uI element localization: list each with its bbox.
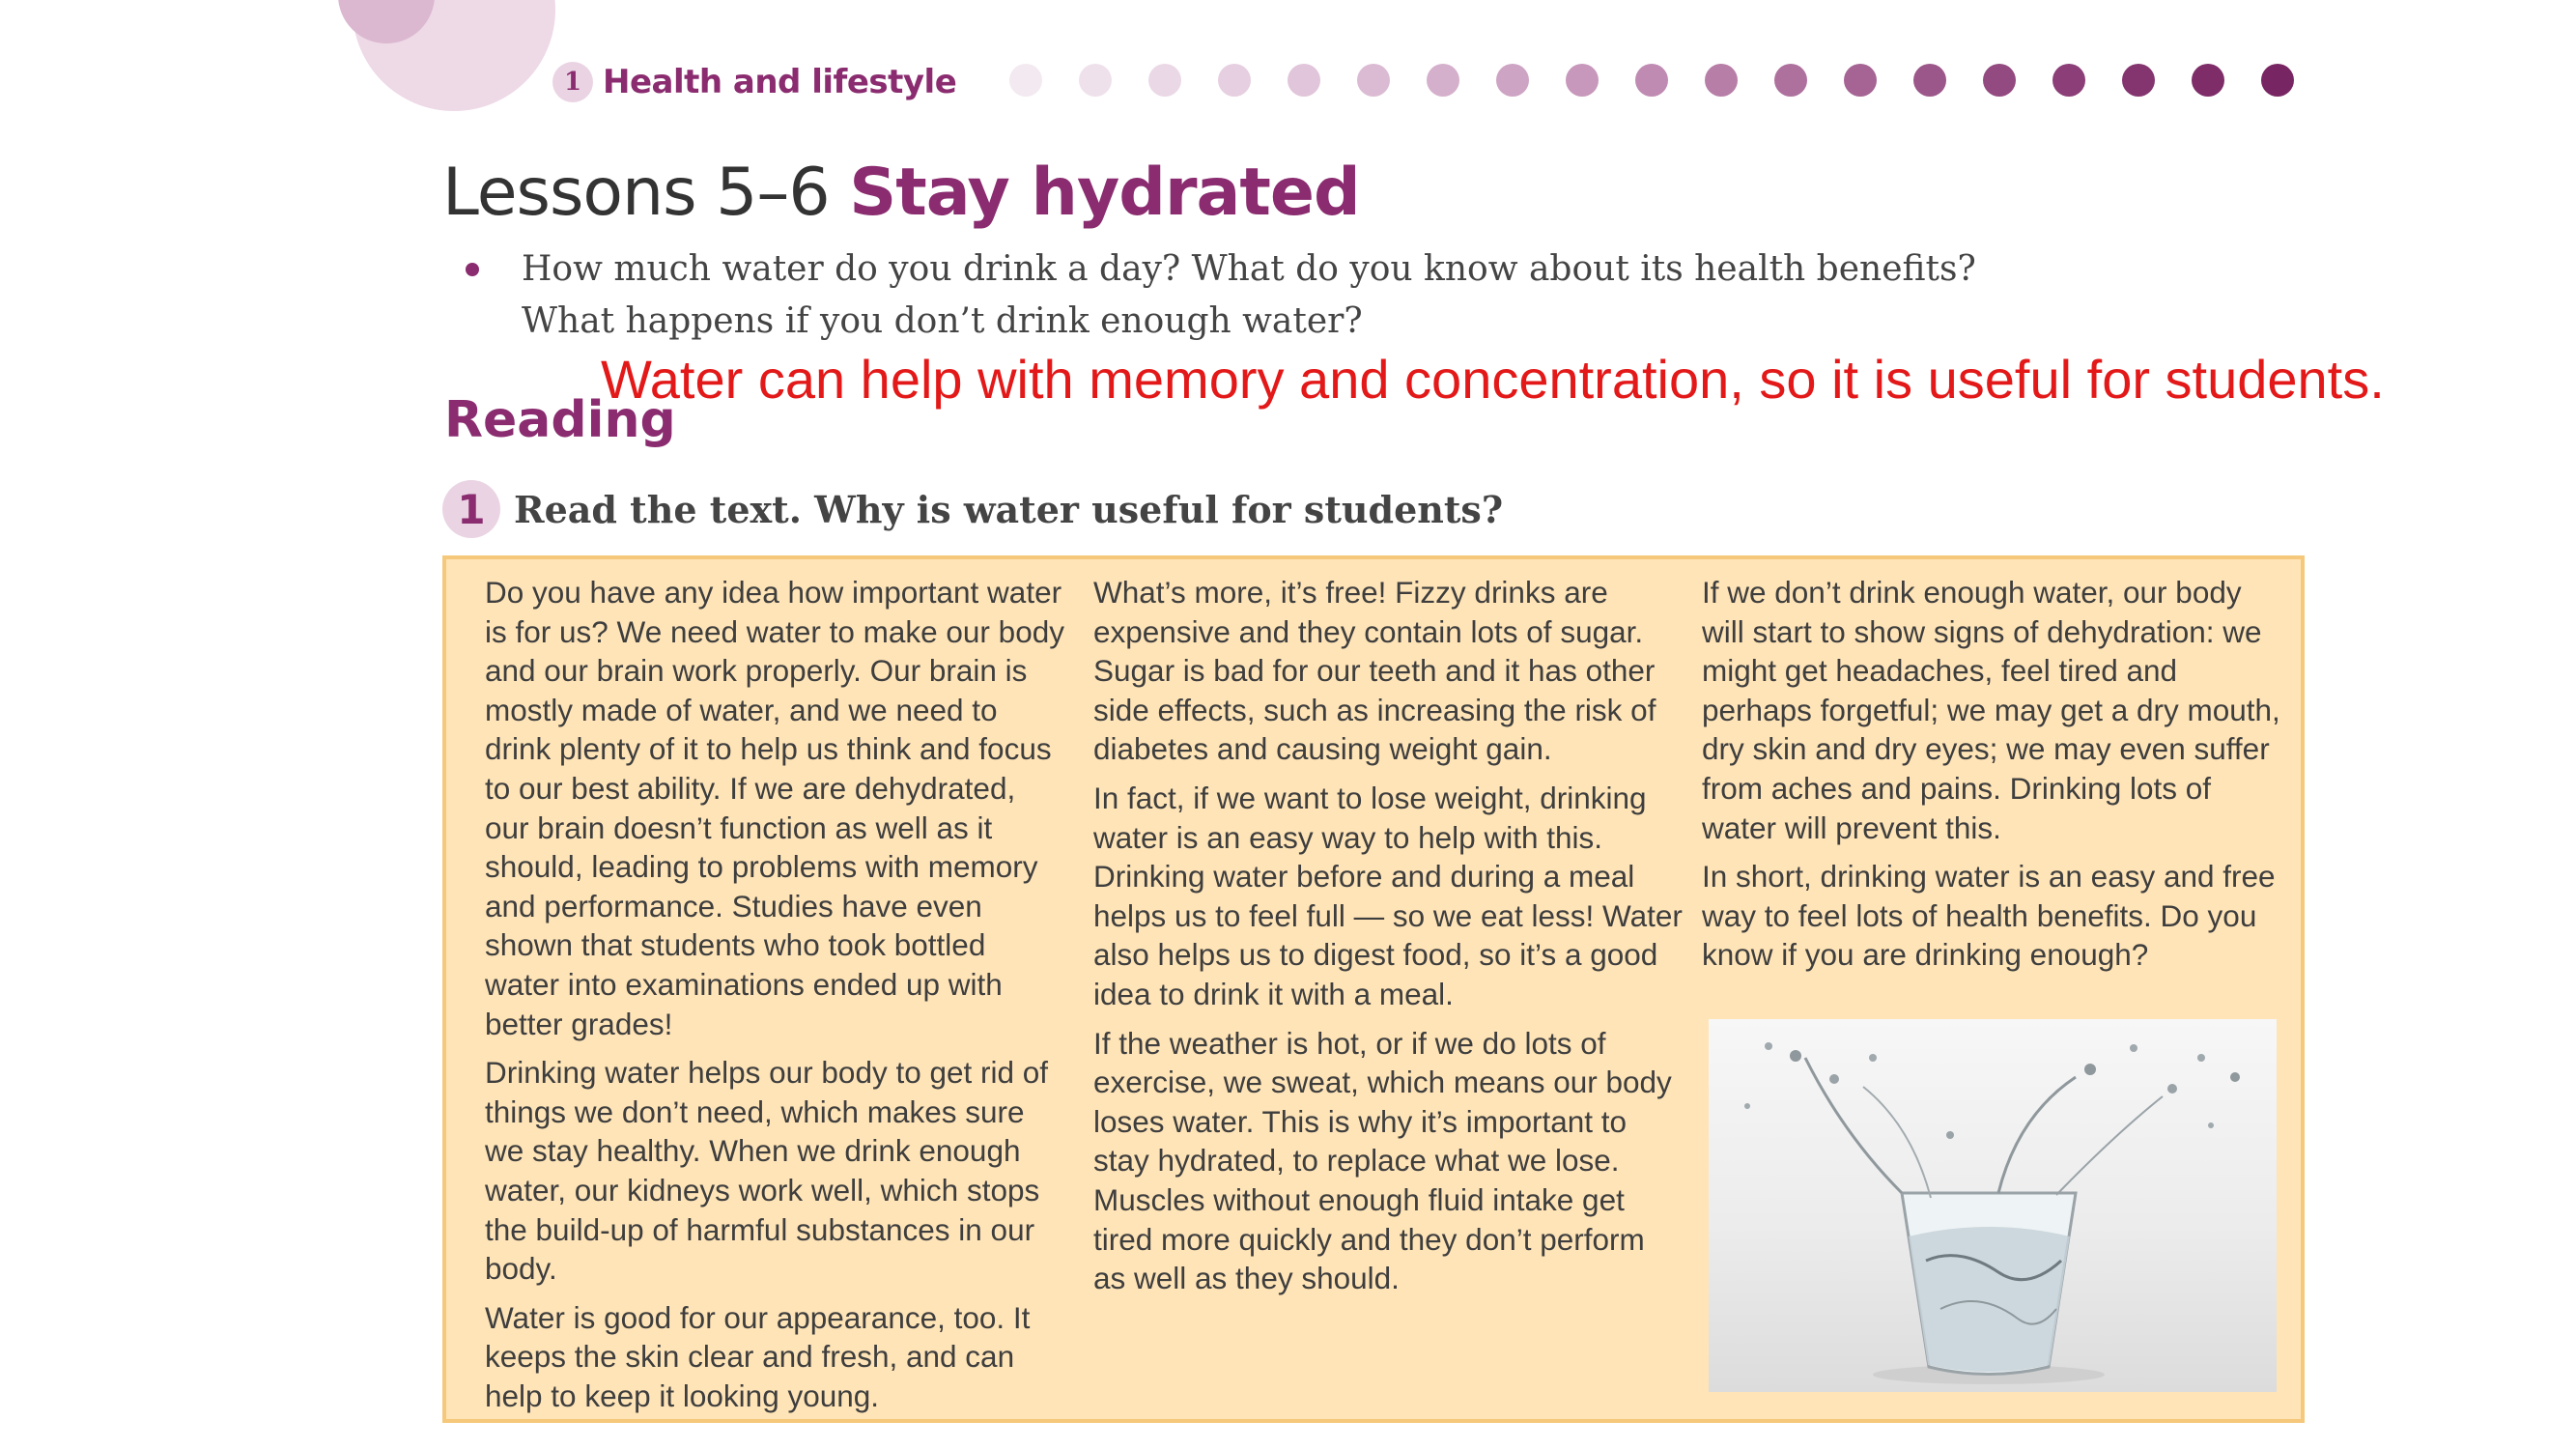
unit-title: Health and lifestyle (603, 63, 957, 101)
task-instruction: Read the text. Why is water useful for students? (514, 487, 1504, 531)
decorative-dot (1983, 64, 2016, 97)
decorative-dot (1635, 64, 1668, 97)
decorative-dot-row (1009, 64, 2294, 97)
article-column-2 (1093, 573, 1683, 1308)
warmup-questions (466, 243, 2204, 348)
article-paragraph: In fact, if we want to lose weight, drinking water is an easy way to help with this. Drinking water before and during a meal helps us to feel full — so we eat less! Water also helps us to digest food, so it’s a good idea to drink it with a meal. (1093, 780, 1683, 1011)
decorative-dot (1218, 64, 1251, 97)
decorative-dot (1357, 64, 1390, 97)
decorative-dot (2122, 64, 2155, 97)
lesson-title (442, 155, 1360, 232)
article-paragraph: Do you have any idea how important water is for us? We need water to make our body and our brain work properly. Our brain is mostly made of water, and we need to drink plenty of it to help us think and focus to our best ability. If we are dehydrated, our brain doesn’t function as well as it should, leading to problems with memory and performance. Studies have even shown that students who took bottled water into examinations ended up with better grades! (485, 575, 1064, 1041)
unit-number-badge: 1 (552, 62, 593, 102)
task-1 (442, 478, 1503, 540)
answer-annotation: Water can help with memory and concentration, so it is useful for students. (601, 349, 2385, 410)
decorative-dot (1774, 64, 1807, 97)
decorative-dot (1009, 64, 1042, 97)
lesson-prefix: Lessons 5–6 (442, 155, 850, 231)
decorative-dot (2261, 64, 2294, 97)
decorative-dot (2192, 64, 2224, 97)
reading-text-box (442, 555, 2305, 1423)
decorative-dot (1427, 64, 1459, 97)
article-paragraph: Drinking water helps our body to get rid of things we don’t need, which makes sure we stay healthy. When we drink enough water, our kidneys work well, which stops the build-up of harmful substances in our body. (485, 1055, 1049, 1287)
article-paragraph: If we don’t drink enough water, our body will start to show signs of dehydration: we might get headaches, feel tired and perhaps forgetful; we may get a dry mouth, dry skin and dry eyes; we may even suffer from aches and pains. Drinking lots of water will prevent this. (1702, 575, 2280, 845)
article-column-3 (1702, 573, 2291, 984)
task-number-badge: 1 (442, 480, 500, 538)
decorative-dot (2052, 64, 2085, 97)
decorative-dot (1844, 64, 1877, 97)
decorative-dot (1913, 64, 1946, 97)
decorative-dot (1288, 64, 1320, 97)
decorative-dot (1148, 64, 1181, 97)
decorative-dot (1079, 64, 1112, 97)
article-paragraph: Water is good for our appearance, too. It keeps the skin clear and fresh, and can help to keep it looking young. (485, 1299, 1031, 1413)
decorative-dot (1566, 64, 1599, 97)
warmup-line-1: How much water do you drink a day? What do you know about its health benefits? (522, 249, 1976, 289)
section-heading-reading: Reading (444, 391, 676, 449)
unit-header (552, 53, 956, 111)
lesson-name: Stay hydrated (849, 155, 1360, 231)
decorative-dot (1705, 64, 1738, 97)
article-paragraph: If the weather is hot, or if we do lots of exercise, we sweat, which means our body loses water. This is why it’s important to stay hydrated, to replace what we lose. Muscles without enough fluid intake get tired more quickly and they don’t perform as well as they should. (1093, 1025, 1672, 1296)
article-paragraph: What’s more, it’s free! Fizzy drinks are expensive and they contain lots of sugar. Sugar is bad for our teeth and it has other side effects, such as increasing the risk of diabetes and causing weight gain. (1093, 575, 1656, 767)
water-glass-photo (1709, 1019, 2277, 1392)
bullet-icon (466, 263, 479, 276)
article-paragraph: In short, drinking water is an easy and free way to feel lots of health benefits. Do you know if you are drinking enough? (1702, 859, 2276, 973)
decorative-dot (1496, 64, 1529, 97)
warmup-line-2: What happens if you don’t drink enough water? (522, 301, 1363, 341)
water-splash-illustration (1709, 1019, 2277, 1392)
article-column-1 (485, 573, 1064, 1425)
